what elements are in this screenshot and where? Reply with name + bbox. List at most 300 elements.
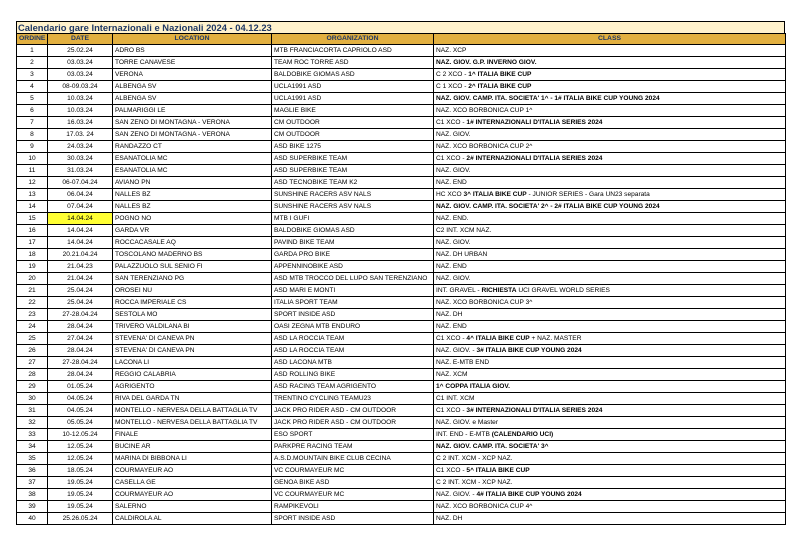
cell-class [434, 357, 786, 369]
class-text: NAZ. GIOV. [436, 274, 471, 282]
cell-ordine: 3 [17, 69, 48, 81]
cell-organization: ASD BIKE 1275 [272, 141, 434, 153]
class-text-bold: 2^ ITALIA BIKE CUP [468, 82, 532, 90]
cell-ordine: 32 [17, 417, 48, 429]
class-text-bold: 1^ ITALIA BIKE CUP [468, 70, 532, 78]
cell-ordine: 14 [17, 201, 48, 213]
cell-class [434, 57, 786, 69]
table-row [17, 165, 786, 177]
cell-location: ALBENGA SV [113, 81, 272, 93]
cell-ordine: 18 [17, 249, 48, 261]
table-row [17, 477, 786, 489]
class-text: C1 XCO - [436, 118, 467, 126]
cell-class [434, 501, 786, 513]
class-text: C 2 INT. XCM - XCP NAZ. [436, 478, 513, 486]
cell-date: 12.05.24 [48, 453, 113, 465]
class-text-bold: RICHIESTA [481, 286, 517, 294]
cell-ordine: 39 [17, 501, 48, 513]
cell-organization: BALDOBIKE GIOMAS ASD [272, 225, 434, 237]
table-row [17, 501, 786, 513]
class-text: C1 XCO - [436, 406, 467, 414]
cell-organization: VC COURMAYEUR MC [272, 465, 434, 477]
cell-location: ROCCA IMPERIALE CS [113, 297, 272, 309]
table-row [17, 321, 786, 333]
cell-ordine: 37 [17, 477, 48, 489]
class-text: NAZ. XCO BORBONICA CUP 2^ [436, 142, 533, 150]
table-row [17, 453, 786, 465]
cell-class [434, 249, 786, 261]
cell-organization: MAGLIE BIKE [272, 105, 434, 117]
class-text-bold: NAZ. GIOV. CAMP. ITA. SOCIETA' 1^ - 1# ITALIA BIKE CUP YOUNG 2024 [436, 94, 660, 102]
cell-location: NALLES BZ [113, 201, 272, 213]
cell-organization: ASD MTB TROCCO DEL LUPO SAN TERENZIANO [272, 273, 434, 285]
class-text-bold: NAZ. GIOV. G.P. INVERNO GIOV. [436, 58, 537, 66]
cell-location: RIVA DEL GARDA TN [113, 393, 272, 405]
cell-date: 21.04.24 [48, 273, 113, 285]
class-text: C 2 XCO - [436, 70, 469, 78]
cell-class [434, 165, 786, 177]
cell-ordine: 22 [17, 297, 48, 309]
cell-date: 25.04.24 [48, 285, 113, 297]
cell-organization: GENOA BIKE ASD [272, 477, 434, 489]
cell-class [434, 129, 786, 141]
cell-ordine: 33 [17, 429, 48, 441]
class-text-bold: 3# ITALIA BIKE CUP YOUNG 2024 [476, 346, 582, 354]
table-row [17, 357, 786, 369]
cell-date: 25.02.24 [48, 45, 113, 57]
cell-ordine: 31 [17, 405, 48, 417]
table-row [17, 141, 786, 153]
table-body [17, 45, 786, 525]
cell-organization: PAVIND BIKE TEAM [272, 237, 434, 249]
class-text: NAZ. XCO BORBONICA CUP 4^ [436, 502, 533, 510]
cell-class [434, 465, 786, 477]
cell-location: GARDA VR [113, 225, 272, 237]
calendar-sheet [16, 21, 785, 525]
table-row [17, 285, 786, 297]
cell-organization: UCLA1991 ASD [272, 93, 434, 105]
cell-class [434, 513, 786, 525]
cell-ordine: 40 [17, 513, 48, 525]
class-text-bold: (CALENDARIO UCI) [491, 430, 554, 438]
table-row [17, 201, 786, 213]
cell-ordine: 23 [17, 309, 48, 321]
cell-ordine: 26 [17, 345, 48, 357]
cell-class [434, 261, 786, 273]
cell-location: CALDIROLA AL [113, 513, 272, 525]
cell-ordine: 35 [17, 453, 48, 465]
cell-date: 24.03.24 [48, 141, 113, 153]
table-row [17, 381, 786, 393]
cell-date: 28.04.24 [48, 345, 113, 357]
cell-class [434, 225, 786, 237]
cell-date: 10.03.24 [48, 93, 113, 105]
cell-location: PALAZZUOLO SUL SENIO FI [113, 261, 272, 273]
table-row [17, 309, 786, 321]
cell-organization: JACK PRO RIDER ASD - CM OUTDOOR [272, 405, 434, 417]
table-row [17, 261, 786, 273]
cell-ordine: 38 [17, 489, 48, 501]
cell-date: 12.05.24 [48, 441, 113, 453]
cell-date: 16.03.24 [48, 117, 113, 129]
class-text-bold: 1^ COPPA ITALIA GIOV. [436, 382, 510, 390]
table-row [17, 489, 786, 501]
cell-date: 17.03. 24 [48, 129, 113, 141]
cell-location: ROCCACASALE AQ [113, 237, 272, 249]
cell-date: 27-28.04.24 [48, 357, 113, 369]
class-text: UCI GRAVEL WORLD SERIES [516, 286, 610, 294]
class-text: INT. END - E-MTB [436, 430, 492, 438]
table-row [17, 393, 786, 405]
cell-date: 04.05.24 [48, 405, 113, 417]
cell-location: ESANATOLIA MC [113, 165, 272, 177]
cell-date: 14.04.24 [48, 213, 113, 225]
cell-date: 31.03.24 [48, 165, 113, 177]
cell-location: NALLES BZ [113, 189, 272, 201]
cell-organization: ESO SPORT [272, 429, 434, 441]
column-header-class: CLASS [434, 34, 786, 45]
cell-class [434, 369, 786, 381]
cell-organization: VC COURMAYEUR MC [272, 489, 434, 501]
class-text: NAZ. GIOV. - [436, 490, 477, 498]
cell-organization: SUNSHINE RACERS ASV NALS [272, 189, 434, 201]
cell-ordine: 2 [17, 57, 48, 69]
cell-date: 18.05.24 [48, 465, 113, 477]
cell-ordine: 17 [17, 237, 48, 249]
cell-location: REGGIO CALABRIA [113, 369, 272, 381]
cell-organization: ASD ROLLING BIKE [272, 369, 434, 381]
cell-location: AGRIGENTO [113, 381, 272, 393]
cell-location: LACONA LI [113, 357, 272, 369]
cell-organization: ASD MARI E MONTI [272, 285, 434, 297]
cell-class [434, 237, 786, 249]
cell-ordine: 11 [17, 165, 48, 177]
table-row [17, 345, 786, 357]
class-text: C 1 XCO - [436, 82, 469, 90]
cell-ordine: 9 [17, 141, 48, 153]
cell-ordine: 12 [17, 177, 48, 189]
cell-location: TORRE CANAVESE [113, 57, 272, 69]
cell-date: 19.05.24 [48, 477, 113, 489]
table-row [17, 177, 786, 189]
cell-location: SAN ZENO DI MONTAGNA - VERONA [113, 117, 272, 129]
cell-organization: CM OUTDOOR [272, 117, 434, 129]
cell-class [434, 453, 786, 465]
header-row [17, 34, 786, 45]
cell-date: 03.03.24 [48, 69, 113, 81]
cell-class [434, 297, 786, 309]
cell-class [434, 285, 786, 297]
cell-date: 06-07.04.24 [48, 177, 113, 189]
cell-class [434, 441, 786, 453]
cell-date: 30.03.24 [48, 153, 113, 165]
table-row [17, 117, 786, 129]
cell-location: ADRO BS [113, 45, 272, 57]
table-row [17, 81, 786, 93]
table-row [17, 405, 786, 417]
cell-ordine: 30 [17, 393, 48, 405]
cell-location: MONTELLO - NERVESA DELLA BATTAGLIA TV [113, 417, 272, 429]
cell-ordine: 28 [17, 369, 48, 381]
cell-date: 25.26.05.24 [48, 513, 113, 525]
cell-class [434, 69, 786, 81]
cell-ordine: 8 [17, 129, 48, 141]
cell-date: 21.04.23 [48, 261, 113, 273]
cell-organization: JACK PRO RIDER ASD - CM OUTDOOR [272, 417, 434, 429]
class-text: C2 INT. XCM NAZ. [436, 226, 492, 234]
cell-ordine: 1 [17, 45, 48, 57]
class-text: C1 XCO - [436, 334, 467, 342]
cell-location: COURMAYEUR AO [113, 489, 272, 501]
cell-organization: ITALIA SPORT TEAM [272, 297, 434, 309]
cell-class [434, 321, 786, 333]
table-row [17, 45, 786, 57]
cell-date: 03.03.24 [48, 57, 113, 69]
class-text: NAZ. XCM [436, 370, 468, 378]
cell-date: 27.04.24 [48, 333, 113, 345]
cell-location: OROSEI NU [113, 285, 272, 297]
cell-location: PALMARIGGI LE [113, 105, 272, 117]
cell-ordine: 4 [17, 81, 48, 93]
table-row [17, 333, 786, 345]
table-row [17, 225, 786, 237]
cell-ordine: 20 [17, 273, 48, 285]
cell-class [434, 141, 786, 153]
cell-class [434, 105, 786, 117]
cell-class [434, 201, 786, 213]
class-text: NAZ. GIOV. [436, 166, 471, 174]
cell-location: TRIVERO VALDILANA BI [113, 321, 272, 333]
table-row [17, 513, 786, 525]
cell-ordine: 29 [17, 381, 48, 393]
class-text: NAZ. XCP [436, 46, 467, 54]
table-row [17, 189, 786, 201]
cell-organization: RAMPIKEVOLI [272, 501, 434, 513]
cell-class [434, 417, 786, 429]
cell-date: 19.05.24 [48, 501, 113, 513]
cell-ordine: 10 [17, 153, 48, 165]
class-text: HC XCO [436, 190, 464, 198]
cell-class [434, 429, 786, 441]
class-text: C1 XCO - [436, 154, 467, 162]
class-text-bold: 4# ITALIA BIKE CUP YOUNG 2024 [476, 490, 582, 498]
cell-class [434, 81, 786, 93]
table-row [17, 273, 786, 285]
cell-ordine: 6 [17, 105, 48, 117]
cell-class [434, 381, 786, 393]
cell-class [434, 489, 786, 501]
cell-location: TOSCOLANO MADERNO BS [113, 249, 272, 261]
table-row [17, 57, 786, 69]
cell-ordine: 34 [17, 441, 48, 453]
class-text: C1 XCO - [436, 466, 467, 474]
cell-class [434, 345, 786, 357]
table-row [17, 213, 786, 225]
cell-ordine: 24 [17, 321, 48, 333]
cell-location: POGNO NO [113, 213, 272, 225]
cell-organization: UCLA1991 ASD [272, 81, 434, 93]
table-row [17, 417, 786, 429]
class-text-bold: 2# INTERNAZIONALI D'ITALIA SERIES 2024 [466, 154, 603, 162]
table-row [17, 153, 786, 165]
cell-location: SAN TERENZIANO PG [113, 273, 272, 285]
cell-ordine: 13 [17, 189, 48, 201]
cell-organization: CM OUTDOOR [272, 129, 434, 141]
cell-ordine: 19 [17, 261, 48, 273]
class-text: INT. GRAVEL - [436, 286, 482, 294]
cell-organization: GARDA PRO BIKE [272, 249, 434, 261]
cell-organization: ASD LACONA MTB [272, 357, 434, 369]
table-row [17, 129, 786, 141]
cell-date: 01.05.24 [48, 381, 113, 393]
cell-date: 14.04.24 [48, 225, 113, 237]
class-text-bold: NAZ. GIOV. CAMP. ITA. SOCIETA' 2^ - 2# ITALIA BIKE CUP YOUNG 2024 [436, 202, 660, 210]
cell-organization: SPORT INSIDE ASD [272, 513, 434, 525]
cell-date: 10-12.05.24 [48, 429, 113, 441]
cell-organization: A.S.D.MOUNTAIN BIKE CLUB CECINA [272, 453, 434, 465]
class-text: NAZ. GIOV. e Master [436, 418, 499, 426]
class-text: C1 INT. XCM [436, 394, 475, 402]
class-text: NAZ. GIOV. [436, 238, 471, 246]
page-title: Calendario gare Internazionali e Nazionali 2024 - 04.12.23 [16, 21, 785, 33]
cell-location: CASELLA GE [113, 477, 272, 489]
cell-date: 07.04.24 [48, 201, 113, 213]
table-row [17, 93, 786, 105]
cell-class [434, 477, 786, 489]
column-header-date: DATE [48, 34, 113, 45]
cell-location: COURMAYEUR AO [113, 465, 272, 477]
calendar-table [16, 33, 786, 525]
class-text-bold: 4^ ITALIA BIKE CUP [466, 334, 530, 342]
cell-date: 10.03.24 [48, 105, 113, 117]
cell-organization: ASD TECNOBIKE TEAM K2 [272, 177, 434, 189]
class-text: NAZ. E-MTB END [436, 358, 490, 366]
cell-ordine: 36 [17, 465, 48, 477]
cell-location: SESTOLA MO [113, 309, 272, 321]
cell-ordine: 7 [17, 117, 48, 129]
table-row [17, 237, 786, 249]
table-row [17, 429, 786, 441]
cell-organization: OASI ZEGNA MTB ENDURO [272, 321, 434, 333]
class-text: - JUNIOR SERIES - Gara UN23 separata [526, 190, 650, 198]
cell-class [434, 333, 786, 345]
cell-ordine: 21 [17, 285, 48, 297]
cell-location: SAN ZENO DI MONTAGNA - VERONA [113, 129, 272, 141]
class-text: NAZ. GIOV. [436, 130, 471, 138]
class-text-bold: 3# INTERNAZIONALI D'ITALIA SERIES 2024 [466, 406, 603, 414]
cell-organization: ASD SUPERBIKE TEAM [272, 165, 434, 177]
table-row [17, 249, 786, 261]
cell-class [434, 177, 786, 189]
cell-organization: PARKPRE RACING TEAM [272, 441, 434, 453]
class-text: NAZ. XCO BORBONICA CUP 1^ [436, 106, 533, 114]
cell-date: 06.04.24 [48, 189, 113, 201]
cell-class [434, 405, 786, 417]
cell-class [434, 93, 786, 105]
cell-ordine: 5 [17, 93, 48, 105]
cell-class [434, 153, 786, 165]
cell-date: 25.04.24 [48, 297, 113, 309]
cell-location: MARINA DI BIBBONA LI [113, 453, 272, 465]
column-header-ordine: ORDINE [17, 34, 48, 45]
cell-class [434, 45, 786, 57]
cell-location: VERONA [113, 69, 272, 81]
cell-location: RANDAZZO CT [113, 141, 272, 153]
class-text: C 2 INT. XCM - XCP NAZ. [436, 454, 513, 462]
cell-organization: BALDOBIKE GIOMAS ASD [272, 69, 434, 81]
column-header-location: LOCATION [113, 34, 272, 45]
table-row [17, 69, 786, 81]
class-text-bold: 3^ ITALIA BIKE CUP [463, 190, 527, 198]
cell-organization: ASD RACING TEAM AGRIGENTO [272, 381, 434, 393]
cell-ordine: 16 [17, 225, 48, 237]
table-row [17, 465, 786, 477]
cell-organization: ASD SUPERBIKE TEAM [272, 153, 434, 165]
cell-location: AVIANO PN [113, 177, 272, 189]
class-text-bold: NAZ. GIOV. CAMP. ITA. SOCIETA' 3^ [436, 442, 549, 450]
class-text: NAZ. XCO BORBONICA CUP 3^ [436, 298, 533, 306]
cell-date: 19.05.24 [48, 489, 113, 501]
class-text: NAZ. END [436, 178, 467, 186]
class-text: NAZ. END [436, 262, 467, 270]
cell-date: 28.04.24 [48, 321, 113, 333]
cell-organization: MTB I GUFI [272, 213, 434, 225]
cell-organization: ASD LA ROCCIA TEAM [272, 333, 434, 345]
table-row [17, 441, 786, 453]
table-row [17, 297, 786, 309]
cell-location: BUCINE AR [113, 441, 272, 453]
cell-class [434, 309, 786, 321]
cell-date: 04.05.24 [48, 393, 113, 405]
class-text: NAZ. GIOV. - [436, 346, 477, 354]
cell-ordine: 15 [17, 213, 48, 225]
cell-organization: SUNSHINE RACERS ASV NALS [272, 201, 434, 213]
cell-class [434, 117, 786, 129]
class-text: NAZ. END [436, 322, 467, 330]
cell-location: MONTELLO - NERVESA DELLA BATTAGLIA TV [113, 405, 272, 417]
cell-location: ALBENGA SV [113, 93, 272, 105]
table-row [17, 105, 786, 117]
cell-organization: TRENTINO CYCLING TEAMU23 [272, 393, 434, 405]
column-header-organization: ORGANIZATION [272, 34, 434, 45]
class-text: NAZ. DH [436, 310, 463, 318]
cell-class [434, 213, 786, 225]
cell-class [434, 273, 786, 285]
cell-date: 05.05.24 [48, 417, 113, 429]
class-text: + NAZ. MASTER [529, 334, 582, 342]
cell-class [434, 189, 786, 201]
cell-date: 14.04.24 [48, 237, 113, 249]
cell-organization: APPENNINOBIKE ASD [272, 261, 434, 273]
cell-location: FINALE [113, 429, 272, 441]
table-row [17, 369, 786, 381]
cell-ordine: 25 [17, 333, 48, 345]
cell-date: 27-28.04.24 [48, 309, 113, 321]
cell-class [434, 393, 786, 405]
cell-location: SALERNO [113, 501, 272, 513]
cell-organization: SPORT INSIDE ASD [272, 309, 434, 321]
cell-date: 08-09.03.24 [48, 81, 113, 93]
cell-location: STEVENA' DI CANEVA PN [113, 345, 272, 357]
cell-date: 20.21.04.24 [48, 249, 113, 261]
cell-organization: TEAM ROC TORRE ASD [272, 57, 434, 69]
class-text: NAZ. DH URBAN [436, 250, 488, 258]
class-text-bold: 1# INTERNAZIONALI D'ITALIA SERIES 2024 [466, 118, 603, 126]
cell-organization: MTB FRANCIACORTA CAPRIOLO ASD [272, 45, 434, 57]
cell-organization: ASD LA ROCCIA TEAM [272, 345, 434, 357]
cell-ordine: 27 [17, 357, 48, 369]
cell-date: 28.04.24 [48, 369, 113, 381]
